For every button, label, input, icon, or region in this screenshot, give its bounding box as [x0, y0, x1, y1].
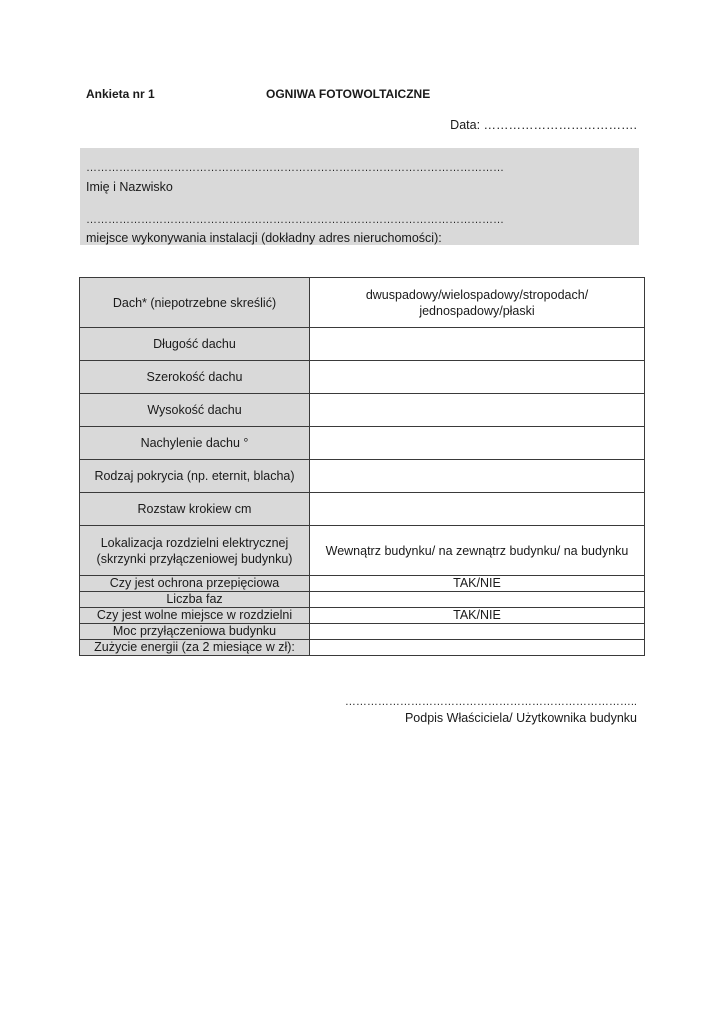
row-value[interactable]: [310, 460, 645, 493]
row-value[interactable]: TAK/NIE: [310, 576, 645, 592]
row-value[interactable]: TAK/NIE: [310, 608, 645, 624]
row-value[interactable]: Wewnątrz budynku/ na zewnątrz budynku/ na budynku: [310, 526, 645, 576]
row-label: Rozstaw krokiew cm: [80, 493, 310, 526]
table-row: [80, 526, 645, 576]
table-row: [80, 460, 645, 493]
row-value[interactable]: dwuspadowy/wielospadowy/stropodach/ jednospadowy/płaski: [310, 278, 645, 328]
signature-label: Podpis Właściciela/ Użytkownika budynku: [404, 711, 637, 725]
row-label: Moc przyłączeniowa budynku: [80, 624, 310, 640]
roof-survey-table: [79, 277, 645, 656]
row-value[interactable]: [310, 640, 645, 656]
table-row: [80, 576, 645, 592]
table-row: [80, 592, 645, 608]
row-label: Czy jest ochrona przepięciowa: [80, 576, 310, 592]
row-value[interactable]: [310, 394, 645, 427]
row-label: Długość dachu: [80, 328, 310, 361]
table-row: [80, 624, 645, 640]
row-label: Wysokość dachu: [80, 394, 310, 427]
row-label: Nachylenie dachu °: [80, 427, 310, 460]
row-value[interactable]: [310, 624, 645, 640]
owner-info-box: [80, 148, 639, 245]
row-label: Rodzaj pokrycia (np. eternit, blacha): [80, 460, 310, 493]
document-title: OGNIWA FOTOWOLTAICZNE: [266, 87, 431, 101]
table-row: [80, 493, 645, 526]
address-fill-line[interactable]: ……………………………………………………………………………………………………: [86, 214, 504, 226]
table-row: [80, 427, 645, 460]
name-label: Imię i Nazwisko: [86, 180, 173, 194]
table-row: [80, 328, 645, 361]
table-row: [80, 640, 645, 656]
row-label: Dach* (niepotrzebne skreślić): [80, 278, 310, 328]
row-label: Czy jest wolne miejsce w rozdzielni: [80, 608, 310, 624]
table-row: [80, 608, 645, 624]
row-value[interactable]: [310, 592, 645, 608]
signature-fill-line[interactable]: ……………………………………………………………………..: [344, 696, 637, 708]
table-row: [80, 394, 645, 427]
survey-number: Ankieta nr 1: [86, 87, 155, 101]
table-row: [80, 278, 645, 328]
row-label: Szerokość dachu: [80, 361, 310, 394]
row-label: Zużycie energii (za 2 miesiące w zł):: [80, 640, 310, 656]
row-value[interactable]: [310, 493, 645, 526]
address-label: miejsce wykonywania instalacji (dokładny adres nieruchomości):: [86, 231, 442, 245]
row-value[interactable]: [310, 361, 645, 394]
row-label: Liczba faz: [80, 592, 310, 608]
row-label: Lokalizacja rozdzielni elektrycznej (skrzynki przyłączeniowej budynku): [80, 526, 310, 576]
table-row: [80, 361, 645, 394]
name-fill-line[interactable]: ……………………………………………………………………………………………………: [86, 162, 504, 174]
date-field[interactable]: Data: ……………………………….: [450, 118, 637, 132]
row-value[interactable]: [310, 427, 645, 460]
row-value[interactable]: [310, 328, 645, 361]
